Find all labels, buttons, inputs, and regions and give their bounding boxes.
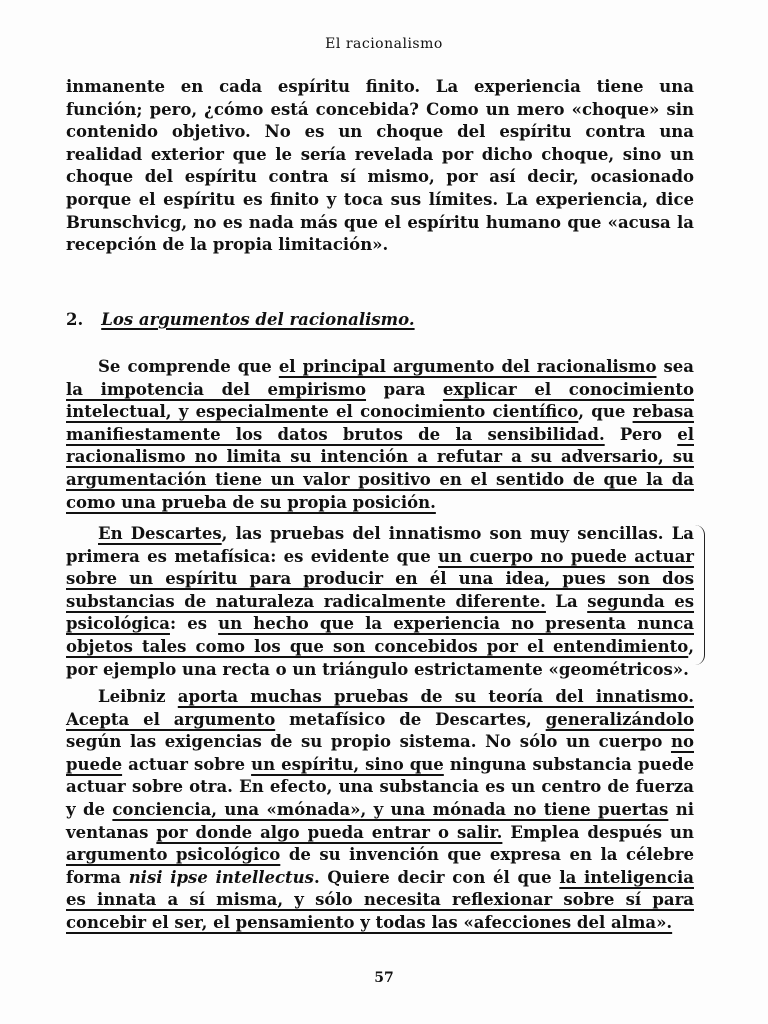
underlined-text: la impotencia del empirismo [66, 379, 367, 399]
text-run: Pero [604, 424, 678, 444]
paragraph-principal-argument [66, 356, 694, 514]
underlined-text: generalizándolo [545, 709, 695, 729]
text-run: La [545, 591, 588, 611]
underlined-text: conciencia, una «mónada», y una mónada no tiene puertas [112, 799, 669, 819]
underlined-text: el principal argumento del racionalismo [278, 357, 657, 376]
underlined-text: explicar el conocimiento intelectual, y especialmente el conocimiento científico [66, 379, 694, 422]
paragraph-continued: inmanente en cada espíritu finito. La experiencia tiene una función; pero, ¿cómo está concebida? Como un mero «choque» sin contenido objetivo. No es un choque del espíritu contra una realidad exterior que le sería revelada por dicho choque, sino un choque del espíritu contra sí mismo, por así decir, ocasionado porque el espíritu es finito y toca sus límites. La experiencia, dice Brunschvicg, no es nada más que el espíritu humano que «acusa la recepción de la propia limitación». [66, 77, 694, 255]
paragraph-leibniz [66, 686, 694, 935]
text-run: , por ejemplo una recta o un triángulo estrictamente «geométricos». [66, 636, 694, 679]
underlined-text: un hecho que la experiencia no presenta nunca objetos tales como los que son concebidos por el entendimiento [66, 614, 694, 656]
text-run: según las exigencias de su propio sistema. No sólo un cuerpo [66, 732, 671, 752]
underlined-text: no puede [66, 732, 694, 774]
underlined-text: la inteligencia es innata a sí misma, y sólo necesita reflexionar sobre sí para concebir el ser, el pensamiento y todas las «afecciones del alma». [66, 867, 694, 932]
underlined-text: un cuerpo no puede actuar sobre un espíritu para producir en él una idea, pues son dos substancias de naturaleza radicalmente diferente. [66, 546, 695, 611]
underlined-text: argumento psicológico [66, 845, 281, 865]
section-heading [66, 310, 415, 329]
text-run: : es [169, 614, 219, 634]
underlined-text: aporta muchas pruebas de su teoría del innatismo. Acepta el argumento [66, 687, 694, 729]
text-run: metafísico de Descartes, [275, 709, 546, 729]
latin-phrase: nisi ipse intellectus [128, 867, 314, 887]
text-run: Se comprende que [98, 357, 279, 376]
underlined-text: rebasa manifiestamente los datos brutos de la sensibilidad. [66, 402, 694, 444]
text-run: de su invención que expresa en la célebre forma [66, 845, 694, 887]
text-run: Leibniz [98, 687, 178, 706]
text-run: ni ventanas [66, 799, 694, 842]
text-run: sea [656, 357, 694, 376]
underlined-text: el racionalismo no limita su intención a refutar a su adversario, su argumentación tiene un valor positivo en el sentido de que la da como una prueba de su propia posición. [66, 424, 694, 512]
text-run: para [366, 379, 443, 399]
text-run: . Quiere decir con él que [313, 867, 560, 887]
text-run: , las pruebas del innatismo son muy sencillas. La primera es metafísica: es evidente que [66, 524, 694, 566]
text-run: actuar sobre [122, 754, 252, 774]
text-run: ninguna substancia puede actuar sobre otra. En efecto, una substancia es un centro de fuerza y de [66, 754, 695, 819]
section-title: Los argumentos del racionalismo. [101, 310, 415, 329]
underlined-text: En Descartes [98, 524, 222, 543]
page-number: 57 [374, 970, 394, 986]
margin-bracket-mark [692, 525, 705, 665]
running-head: El racionalismo [325, 36, 443, 52]
section-number: 2. [66, 310, 84, 329]
paragraph-descartes [66, 523, 694, 681]
underlined-text: segunda es psicológica [66, 591, 695, 634]
text-run: Emplea después un [502, 822, 694, 842]
text-run: , que [578, 402, 633, 422]
underlined-text: un espíritu, sino que [251, 754, 444, 774]
underlined-text: por donde algo pueda entrar o salir. [156, 822, 503, 842]
